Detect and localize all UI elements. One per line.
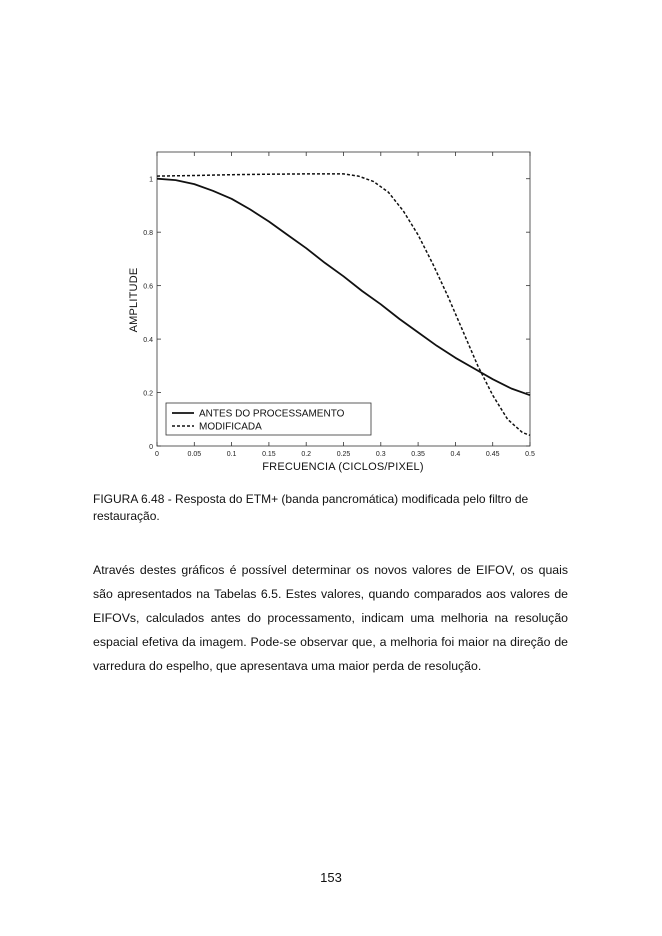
x-tick-label: 0: [155, 451, 159, 458]
x-axis-label: FRECUENCIA (CICLOS/PIXEL): [262, 461, 424, 473]
y-axis-label: AMPLITUDE: [128, 267, 140, 333]
figure-caption: [93, 491, 573, 525]
legend-label-1: ANTES DO PROCESSAMENTO: [199, 408, 345, 420]
series-line-1: [157, 179, 530, 396]
x-tick-label: 0.05: [187, 451, 202, 458]
y-tick-label: 0.4: [143, 337, 153, 345]
y-tick-label: 1: [149, 176, 153, 184]
x-tick-label: 0.3: [375, 451, 386, 458]
caption-text: Resposta do ETM+ (banda pancromática) modificada pelo filtro de restauração.: [93, 492, 529, 523]
plot-frame: [157, 152, 530, 446]
series-line-2: [157, 174, 530, 435]
y-tick-label: 0.6: [143, 283, 153, 291]
x-tick-label: 0.2: [301, 451, 312, 458]
x-tick-label: 0.25: [336, 451, 351, 458]
y-tick-label: 0.2: [143, 390, 153, 398]
body-paragraph: Através destes gráficos é possível determinar os novos valores de EIFOV, os quais são apresentados na Tabelas 6.5. Estes valores, quando comparados aos valores de EIFOVs, calculados antes do processamento, indicam uma melhoria na resolução espacial efetiva da imagem. Pode-se observar que, a melhoria foi maior na direção de varredura do espelho, que apresentava uma maior perda de resolução.: [93, 563, 568, 673]
x-tick-label: 0.45: [485, 451, 500, 458]
x-tick-label: 0.4: [450, 451, 461, 458]
y-tick-label: 0: [149, 444, 153, 451]
page-number: 153: [320, 870, 342, 885]
x-tick-label: 0.15: [262, 451, 276, 458]
caption-label: FIGURA 6.48 -: [93, 492, 172, 506]
legend-label-2: MODIFICADA: [199, 421, 262, 433]
x-tick-label: 0.35: [411, 451, 425, 458]
y-tick-label: 0.8: [143, 230, 153, 238]
x-tick-label: 0.1: [226, 451, 237, 458]
x-tick-label: 0.5: [525, 451, 535, 458]
